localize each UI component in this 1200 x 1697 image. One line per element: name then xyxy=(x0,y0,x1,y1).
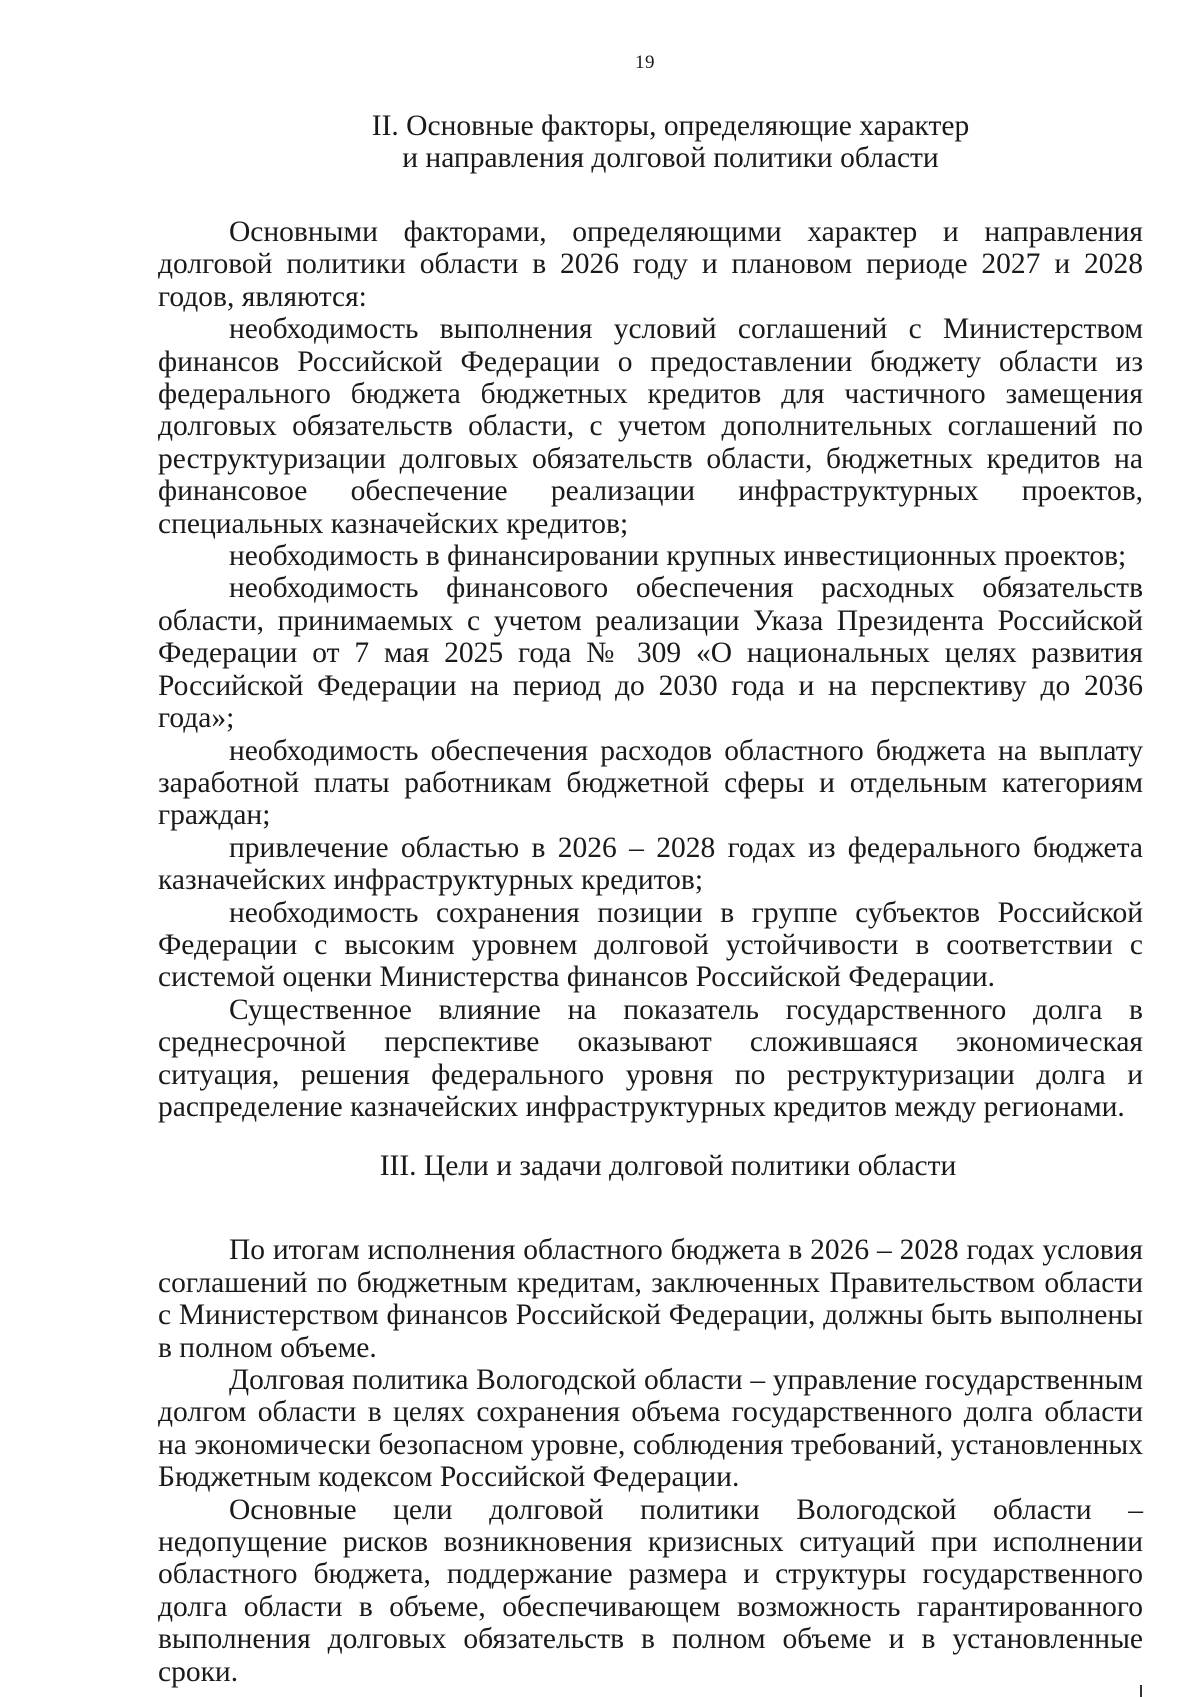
section-2-title-line-1: II. Основные факторы, определяющие характер xyxy=(371,110,970,142)
paragraph: необходимость финансового обеспечения расходных обязательств области, принимаемых с учетом реализации Указа Президента Российской Федерации от 7 мая 2025 года № 309 «О национальных целях развития Российской Федерации на период до 2030 года и на перспективу до 2036 года»; xyxy=(158,572,1143,735)
paragraph: Основные цели долговой политики Вологодской области – недопущение рисков возникновения кризисных ситуаций при исполнении областного бюджета, поддержание размера и структуры государственного долга области в объеме, обеспечивающем возможность гарантированного выполнения долговых обязательств в полном объеме и в установленные сроки. xyxy=(158,1493,1143,1688)
paragraph: По итогам исполнения областного бюджета в 2026 – 2028 годах условия соглашений по бюджетным кредитам, заключенных Правительством области с Министерством финансов Российской Федерации, должны быть выполнены в полном объеме. xyxy=(158,1234,1143,1364)
page-number: 19 xyxy=(635,52,655,73)
section-2-title-line-2: и направления долговой политики области xyxy=(402,142,939,174)
section-3 xyxy=(158,1150,1143,1688)
paragraph: необходимость в финансировании крупных инвестиционных проектов; xyxy=(229,540,1127,573)
scan-mark xyxy=(1140,1685,1142,1697)
section-3-heading: III. Цели и задачи долговой политики области xyxy=(379,1150,957,1183)
section-2-heading xyxy=(158,110,1143,174)
paragraph: Существенное влияние на показатель государственного долга в среднесрочной перспективе оказывают сложившаяся экономическая ситуация, решения федерального уровня по реструктуризации долга и распределение казначейских инфраструктурных кредитов между регионами. xyxy=(158,993,1143,1123)
paragraph: Долговая политика Вологодской области – управление государственным долгом области в целях сохранения объема государственного долга области на экономически безопасном уровне, соблюдения требований, установленных Бюджетным кодексом Российской Федерации. xyxy=(158,1364,1143,1494)
paragraph: необходимость обеспечения расходов областного бюджета на выплату заработной платы работникам бюджетной сферы и отдельным категориям граждан; xyxy=(158,734,1143,832)
page-content xyxy=(158,100,1143,1688)
section-2 xyxy=(158,110,1143,1123)
paragraph: привлечение областью в 2026 – 2028 годах из федерального бюджета казначейских инфраструктурных кредитов; xyxy=(158,831,1143,897)
paragraph: необходимость сохранения позиции в группе субъектов Российской Федерации с высоким уровнем долговой устойчивости в соответствии с системой оценки Министерства финансов Российской Федерации. xyxy=(158,896,1143,994)
paragraph: необходимость выполнения условий соглашений с Министерством финансов Российской Федерации о предоставлении бюджету области из федерального бюджета бюджетных кредитов для частичного замещения долговых обязательств области, с учетом дополнительных соглашений по реструктуризации долговых обязательств области, бюджетных кредитов на финансовое обеспечение реализации инфраструктурных проектов, специальных казначейских кредитов; xyxy=(158,313,1143,540)
paragraph: Основными факторами, определяющими характер и направления долговой политики области в 2026 году и плановом периоде 2027 и 2028 годов, являются: xyxy=(158,216,1143,313)
